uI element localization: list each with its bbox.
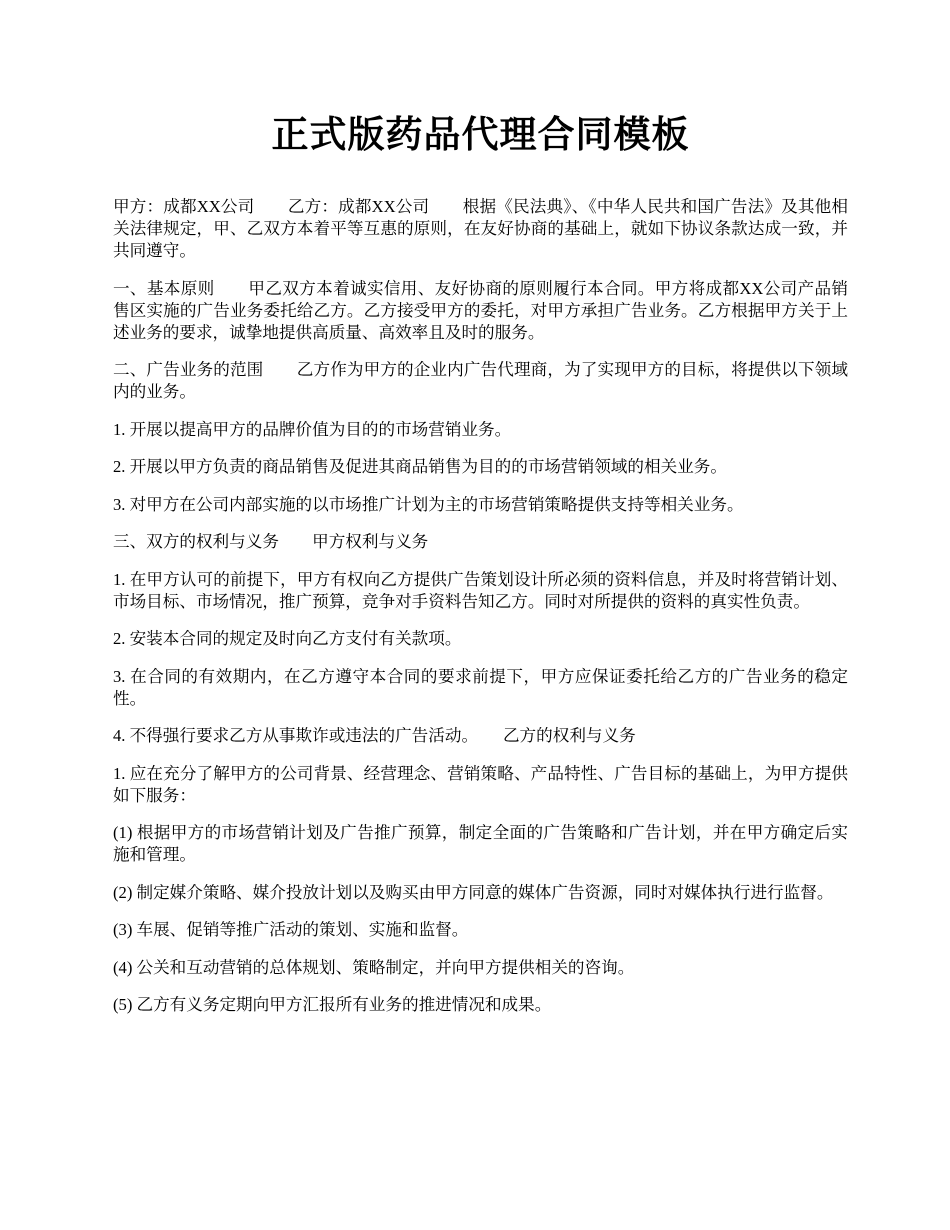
paragraph-preamble: 甲方：成都XX公司 乙方：成都XX公司 根据《民法典》、《中华人民共和国广告法》及其他相关法律规定，甲、乙双方本着平等互惠的原则，在友好协商的基础上，就如下协议条款达成一致，并共同遵守。 [113, 197, 848, 260]
paragraph-party-a-item-1: 1. 在甲方认可的前提下，甲方有权向乙方提供广告策划设计所必须的资料信息，并及时将营销计划、市场目标、市场情况，推广预算，竞争对手资料告知乙方。同时对所提供的资料的真实性负责。 [113, 569, 848, 611]
paragraph-service-5: (5) 乙方有义务定期向甲方汇报所有业务的推进情况和成果。 [113, 995, 552, 1014]
paragraph-scope-item-2: 2. 开展以甲方负责的商品销售及促进其商品销售为目的的市场营销领域的相关业务。 [113, 457, 727, 476]
paragraph-party-a-item-4: 4. 不得强行要求乙方从事欺诈或违法的广告活动。 乙方的权利与义务 [113, 726, 636, 745]
document-page [113, 108, 848, 1032]
paragraph-party-b-item-1: 1. 应在充分了解甲方的公司背景、经营理念、营销策略、产品特性、广告目标的基础上，为甲方提供如下服务： [113, 763, 848, 805]
paragraph-rights-obligations-heading: 三、双方的权利与义务 甲方权利与义务 [113, 532, 429, 551]
paragraph-service-1: (1) 根据甲方的市场营销计划及广告推广预算，制定全面的广告策略和广告计划，并在甲方确定后实施和管理。 [113, 823, 848, 864]
paragraph-party-a-item-2: 2. 安装本合同的规定及时向乙方支付有关款项。 [113, 629, 462, 648]
paragraph-service-2: (2) 制定媒介策略、媒介投放计划以及购买由甲方同意的媒体广告资源，同时对媒体执行进行监督。 [113, 882, 834, 902]
paragraph-service-4: (4) 公关和互动营销的总体规划、策略制定，并向甲方提供相关的咨询。 [113, 957, 635, 977]
paragraph-service-3: (3) 车展、促销等推广活动的策划、实施和监督。 [113, 920, 469, 939]
paragraph-business-scope: 二、广告业务的范围 乙方作为甲方的企业内广告代理商，为了实现甲方的目标，将提供以下领域内的业务。 [113, 360, 848, 401]
paragraph-basic-principles: 一、基本原则 甲乙双方本着诚实信用、友好协商的原则履行本合同。甲方将成都XX公司产品销售区实施的广告业务委托给乙方。乙方接受甲方的委托，对甲方承担广告业务。乙方根据甲方关于上述业务的要求，诚挚地提供高质量、高效率且及时的服务。 [113, 278, 848, 342]
paragraph-scope-item-1: 1. 开展以提高甲方的品牌价值为目的的市场营销业务。 [113, 419, 512, 439]
paragraph-party-a-item-3: 3. 在合同的有效期内，在乙方遵守本合同的要求前提下，甲方应保证委托给乙方的广告业务的稳定性。 [113, 666, 848, 708]
document-title: 正式版药品代理合同模板 [271, 115, 690, 156]
paragraph-scope-item-3: 3. 对甲方在公司内部实施的以市场推广计划为主的市场营销策略提供支持等相关业务。 [113, 494, 744, 514]
